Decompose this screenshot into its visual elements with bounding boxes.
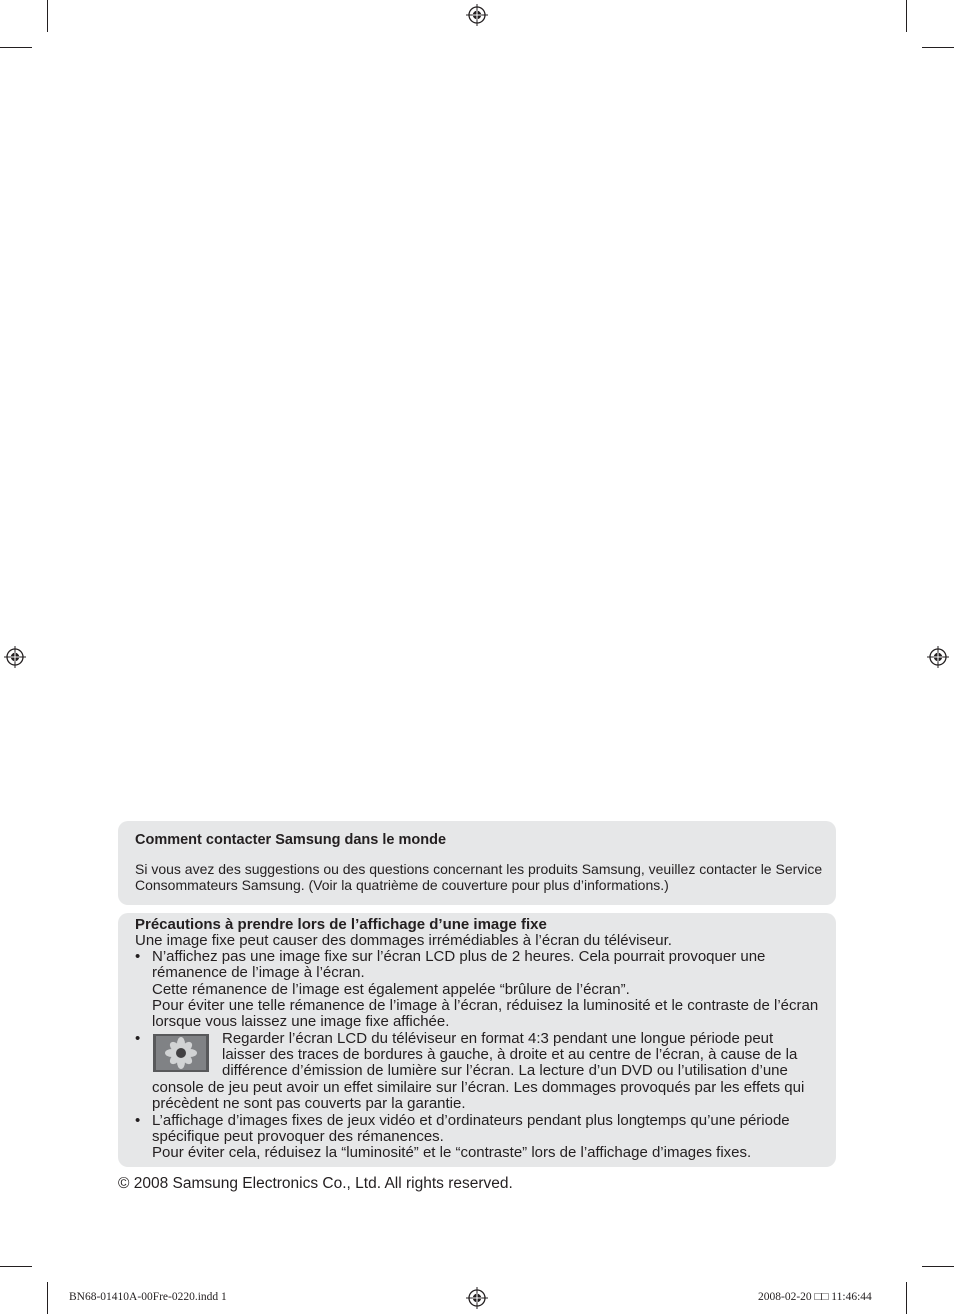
contact-title: Comment contacter Samsung dans le monde (135, 832, 447, 848)
crop-mark-icon (922, 47, 954, 48)
file-slug-left: BN68-01410A-00Fre-0220.indd 1 (69, 1291, 227, 1303)
bullet-marker: • (135, 1112, 141, 1129)
bullet1-advice: Pour éviter une telle rémanence de l’image à l’écran, réduisez la luminosité et le contraste de l’écran lorsque vous laissez une image fixe affichée. (152, 997, 819, 1031)
registration-mark-icon (4, 646, 26, 668)
crop-mark-icon (922, 1266, 954, 1267)
bullet3-text: L’affichage d’images fixes de jeux vidéo et d’ordinateurs pendant plus longtemps qu’une période spécifique peut provoquer des rémanences. (152, 1112, 790, 1146)
bullet1-note: Cette rémanence de l’image est également appelée “brûlure de l’écran”. (152, 981, 630, 998)
crop-mark-icon (0, 47, 32, 48)
contact-text: Si vous avez des suggestions ou des questions concernant les produits Samsung, veuillez contacter le Service Consommateurs Samsung. (Voir la quatrième de couverture pour plus d’informations.) (135, 861, 823, 893)
registration-mark-icon (927, 646, 949, 668)
crop-mark-icon (47, 0, 48, 32)
file-slug-right: 2008-02-20 □□ 11:46:44 (758, 1291, 872, 1303)
registration-mark-icon (466, 1287, 488, 1309)
still-image-precautions-box (118, 913, 836, 1167)
crop-mark-icon (906, 0, 907, 32)
bullet-marker: • (135, 948, 141, 965)
contact-info-box (118, 821, 836, 905)
copyright-notice: © 2008 Samsung Electronics Co., Ltd. All rights reserved. (118, 1175, 513, 1192)
registration-mark-icon (466, 4, 488, 26)
bullet2-continued: console de jeu peut avoir un effet similaire sur l’écran. Les dommages provoqués par les effets qui précèdent ne sont pas couverts par la garantie. (152, 1079, 805, 1113)
precautions-title: Précautions à prendre lors de l’affichage d’une image fixe (135, 916, 547, 933)
bullet2-line1: Regarder l’écran LCD du téléviseur en format 4:3 pendant une longue période peut (222, 1030, 774, 1047)
crop-mark-icon (906, 1282, 907, 1314)
bullet-marker: • (135, 1030, 141, 1047)
flower-thumbnail-icon (153, 1034, 209, 1072)
bullet1-text: N’affichez pas une image fixe sur l’écran LCD plus de 2 heures. Cela pourrait provoquer une rémanence de l’image à l’écran. (152, 948, 766, 982)
crop-mark-icon (0, 1266, 32, 1267)
crop-mark-icon (47, 1282, 48, 1314)
precautions-intro: Une image fixe peut causer des dommages irrémédiables à l’écran du téléviseur. (135, 932, 672, 949)
bullet2-line3: différence d’émission de lumière sur l’écran. La lecture d’un DVD ou l’utilisation d’une (222, 1062, 788, 1079)
bullet2-line2: laisser des traces de bordures à gauche, à droite et au centre de l’écran, à cause de la (222, 1046, 798, 1063)
bullet3-advice: Pour éviter cela, réduisez la “luminosité” et le “contraste” lors de l’affichage d’images fixes. (152, 1144, 752, 1161)
